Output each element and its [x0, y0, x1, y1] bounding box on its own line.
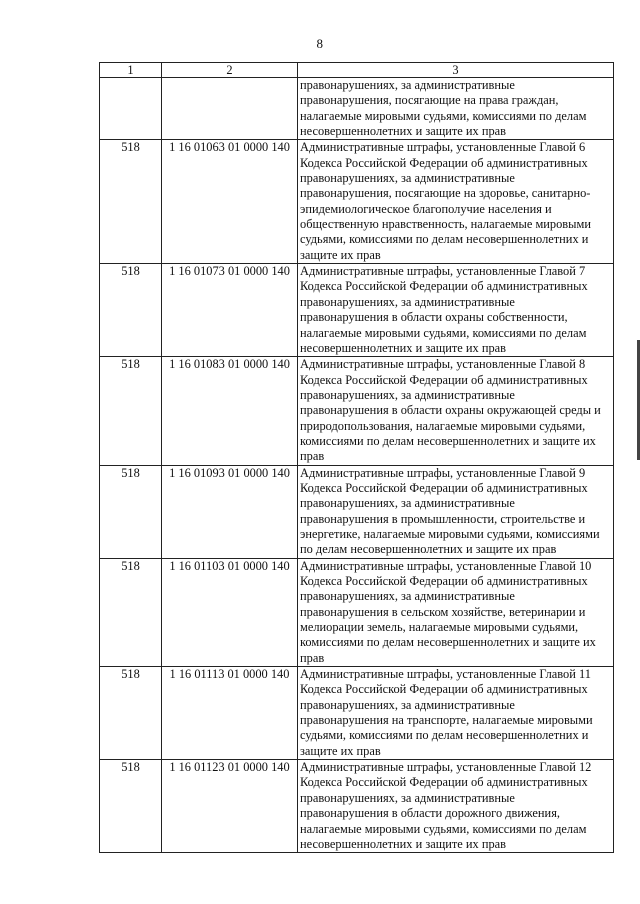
table-row [100, 78, 614, 140]
admin-code-cell: 518 [100, 760, 162, 853]
description-line: природопользования, налагаемые мировыми судьями, [300, 418, 586, 433]
kbk-code-cell [162, 78, 298, 140]
description-line: правонарушения в области охраны собственности, [300, 310, 568, 325]
description-line: Кодекса Российской Федерации об административных [300, 372, 588, 387]
description-cell [298, 264, 614, 357]
description-line: правонарушениях, за административные [300, 171, 515, 186]
description-cell [298, 667, 614, 760]
table-row [100, 667, 614, 760]
description-line: Административные штрафы, установленные Главой 6 [300, 140, 586, 155]
description-cell [298, 465, 614, 558]
table-row [100, 140, 614, 264]
admin-code-cell: 518 [100, 465, 162, 558]
kbk-code-cell: 1 16 01083 01 0000 140 [162, 357, 298, 465]
description-line: Административные штрафы, установленные Главой 11 [300, 667, 591, 682]
admin-code-cell: 518 [100, 357, 162, 465]
description-line: правонарушения в области охраны окружающей среды и [300, 403, 601, 418]
description-line: комиссиями по делам несовершеннолетних и защите их [300, 433, 596, 448]
page-number: 8 [316, 36, 324, 51]
description-cell [298, 357, 614, 465]
kbk-code-cell: 1 16 01073 01 0000 140 [162, 264, 298, 357]
description-line: Кодекса Российской Федерации об административных [300, 574, 588, 588]
description-line: несовершеннолетних и защите их прав [300, 124, 507, 139]
description-line: правонарушения в промышленности, строительстве и [300, 511, 586, 526]
description-line: правонарушениях, за административные [300, 697, 515, 712]
description-line: судьями, комиссиями по делам несовершеннолетних и [300, 728, 589, 743]
description-line: общественную нравственность, налагаемые мировыми [300, 217, 591, 232]
description-line: налагаемые мировыми судьями, комиссиями по делам [300, 325, 587, 340]
kbk-code-cell: 1 16 01093 01 0000 140 [162, 465, 298, 558]
description-line: прав [300, 449, 325, 464]
admin-code-cell [100, 78, 162, 140]
table-row [100, 465, 614, 558]
description-line: правонарушениях, за административные [300, 589, 515, 604]
description-line: по делам несовершеннолетних и защите их прав [300, 542, 557, 557]
admin-code-cell: 518 [100, 667, 162, 760]
kbk-code-cell: 1 16 01103 01 0000 140 [162, 558, 298, 666]
column-header-2: 2 [162, 63, 298, 78]
description-line: правонарушениях, за административные [300, 294, 515, 309]
description-line: эпидемиологическое благополучие населения и [300, 201, 552, 216]
description-line: налагаемые мировыми судьями, комиссиями по делам [300, 821, 587, 836]
description-line: энергетике, налагаемые мировыми судьями, комиссиями [300, 526, 600, 541]
table-header-row [100, 63, 614, 78]
table-body [100, 63, 614, 853]
description-line: Кодекса Российской Федерации об административных [300, 279, 588, 294]
description-line: защите их прав [300, 247, 381, 262]
description-line: комиссиями по делам несовершеннолетних и защите их [300, 635, 596, 650]
description-line: правонарушения, посягающие на здоровье, санитарно- [300, 186, 591, 201]
description-line: правонарушениях, за административные [300, 790, 515, 805]
description-line: Кодекса Российской Федерации об административных [300, 775, 588, 790]
description-cell [298, 558, 614, 666]
table-row [100, 357, 614, 465]
description-line: несовершеннолетних и защите их прав [300, 340, 507, 355]
column-header-3: 3 [298, 63, 614, 78]
description-line: Административные штрафы, установленные Главой 12 [300, 760, 592, 775]
document-table [99, 62, 614, 853]
table-row [100, 558, 614, 666]
description-line: Административные штрафы, установленные Главой 7 [300, 264, 586, 279]
description-line: правонарушения, посягающие на права граждан, [300, 93, 559, 108]
admin-code-cell: 518 [100, 264, 162, 357]
admin-code-cell: 518 [100, 558, 162, 666]
kbk-code-cell: 1 16 01113 01 0000 140 [162, 667, 298, 760]
description-line: Кодекса Российской Федерации об административных [300, 682, 588, 697]
description-line: правонарушениях, за административные [300, 387, 515, 402]
table-row [100, 264, 614, 357]
description-line: Административные штрафы, установленные Главой 10 [300, 558, 592, 573]
description-line: правонарушениях, за административные [300, 496, 515, 511]
description-line: налагаемые мировыми судьями, комиссиями по делам [300, 108, 587, 123]
description-line: защите их прав [300, 743, 381, 758]
table-row [100, 760, 614, 853]
admin-code-cell: 518 [100, 140, 162, 264]
description-line: правонарушениях, за административные [300, 78, 515, 92]
description-cell [298, 78, 614, 140]
description-line: правонарушения в сельском хозяйстве, ветеринарии и [300, 604, 586, 619]
description-line: несовершеннолетних и защите их прав [300, 836, 507, 851]
description-line: правонарушения на транспорте, налагаемые мировыми [300, 713, 593, 728]
description-line: правонарушения в области дорожного движения, [300, 806, 560, 821]
description-cell [298, 760, 614, 853]
kbk-code-cell: 1 16 01123 01 0000 140 [162, 760, 298, 853]
description-cell [298, 140, 614, 264]
description-line: мелиорации земель, налагаемые мировыми судьями, [300, 620, 579, 635]
description-line: судьями, комиссиями по делам несовершеннолетних и [300, 232, 589, 247]
description-line: Административные штрафы, установленные Главой 8 [300, 357, 586, 372]
description-line: Кодекса Российской Федерации об административных [300, 480, 588, 495]
description-line: Административные штрафы, установленные Главой 9 [300, 465, 586, 480]
kbk-code-cell: 1 16 01063 01 0000 140 [162, 140, 298, 264]
description-line: Кодекса Российской Федерации об административных [300, 155, 588, 170]
column-header-1: 1 [100, 63, 162, 78]
description-line: прав [300, 650, 325, 665]
